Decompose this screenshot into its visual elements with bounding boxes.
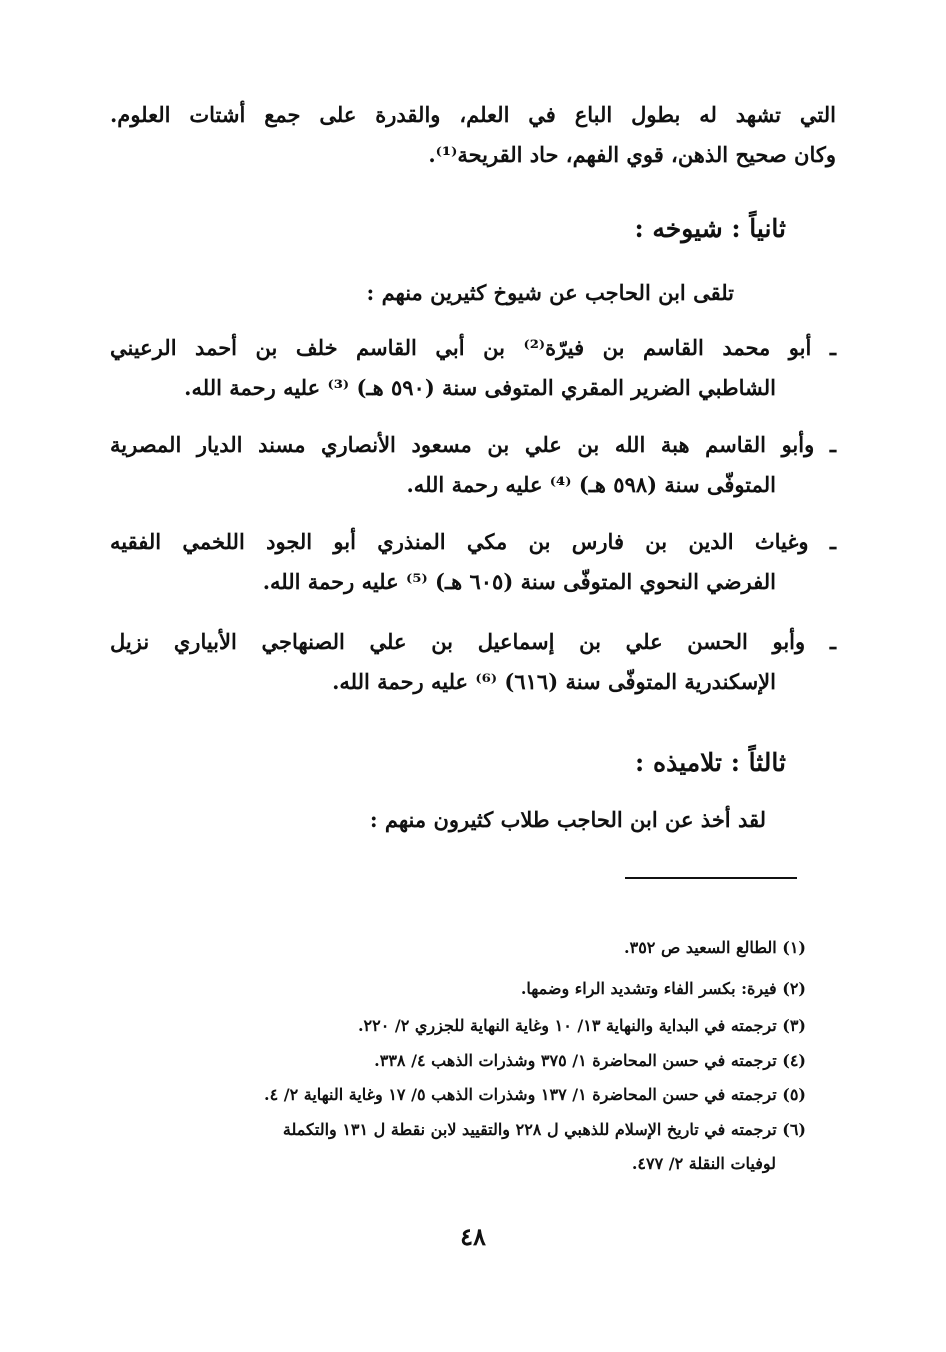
- section-heading-teachers: ثانياً : شيوخه :: [634, 214, 786, 243]
- footnote-3: (٣) ترجمته في البداية والنهاية ١٣/ ١٠ وغاية النهاية للجزري ٢/ ٢٢٠.: [357, 1016, 806, 1035]
- teacher-item-3-line-2: الفرضي النحوي المتوفّى سنة (٦٠٥ هـ) ⁽⁵⁾ عليه رحمة الله.: [262, 569, 776, 594]
- teacher-item-4-line-2: الإسكندرية المتوفّى سنة (٦١٦) ⁽⁶⁾ عليه رحمة الله.: [332, 669, 776, 694]
- footnote-4: (٤) ترجمته في حسن المحاضرة ١/ ٣٧٥ وشذرات الذهب ٤/ ٣٣٨.: [374, 1051, 806, 1070]
- intro-line-1: التي تشهد له بطول الباع في العلم، والقدرة على جمع أشتات العلوم.: [110, 102, 836, 127]
- section-lead-teachers: تلقى ابن الحاجب عن شيوخ كثيرين منهم :: [366, 280, 734, 305]
- footnote-1: (١) الطالع السعيد ص ٣٥٢.: [624, 938, 806, 957]
- teacher-item-4-line-1: ـ وأبو الحسن علي بن إسماعيل بن علي الصنهاجي الأبياري نزيل: [110, 629, 836, 654]
- teacher-item-2-line-2: المتوفّى سنة (٥٩٨ هـ) ⁽⁴⁾ عليه رحمة الله.: [406, 472, 776, 497]
- footnote-6-line-1: (٦) ترجمته في تاريخ الإسلام للذهبي ل ٢٢٨ والتقييد لابن نقطة ل ١٣١ والتكملة: [282, 1120, 806, 1139]
- footnote-2: (٢) فيرة: بكسر الفاء وتشديد الراء وضمها.: [520, 979, 806, 998]
- page-number: ٤٨: [460, 1222, 486, 1251]
- teacher-item-1-line-2: الشاطبي الضرير المقري المتوفى سنة (٥٩٠ هـ) ⁽³⁾ عليه رحمة الله.: [184, 375, 776, 400]
- intro-line-2: وكان صحيح الذهن، قوي الفهم، حاد القريحة⁽¹⁾.: [428, 142, 836, 167]
- teacher-item-3-line-1: ـ وغياث الدين بن فارس بن مكي المنذري أبو الجود اللخمي الفقيه: [110, 529, 836, 554]
- footnote-5: (٥) ترجمته في حسن المحاضرة ١/ ١٣٧ وشذرات الذهب ٥/ ١٧ وغاية النهاية ٢/ ٤.: [264, 1085, 806, 1104]
- teacher-item-1-line-1: ـ أبو محمد القاسم بن فيرّة⁽²⁾ بن أبي القاسم خلف بن أحمد الرعيني: [110, 335, 836, 360]
- section-lead-students: لقد أخذ عن ابن الحاجب طلاب كثيرون منهم :: [369, 807, 766, 832]
- footnote-divider: [625, 877, 797, 879]
- section-heading-students: ثالثاً : تلاميذه :: [635, 748, 786, 777]
- footnote-6-line-2: لوفيات النقلة ٢/ ٤٧٧.: [631, 1154, 776, 1173]
- teacher-item-2-line-1: ـ وأبو القاسم هبة الله بن علي بن مسعود الأنصاري مسند الديار المصرية: [110, 432, 836, 457]
